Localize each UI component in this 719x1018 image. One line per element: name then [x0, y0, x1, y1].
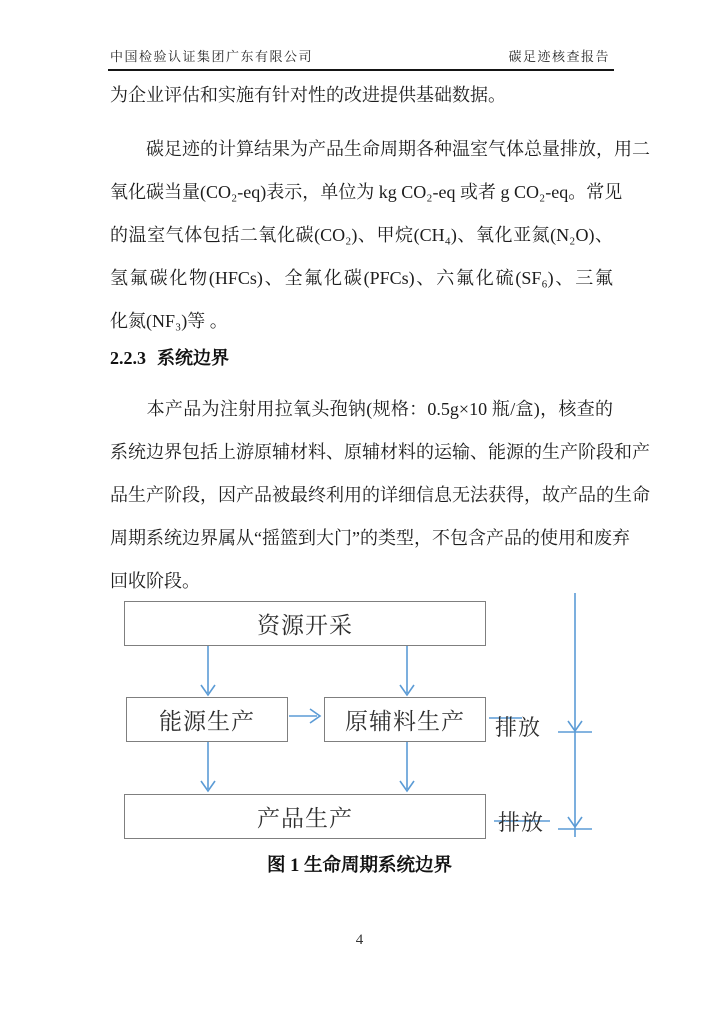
paragraph-3 [110, 388, 650, 603]
text-line: 为企业评估和实施有针对性的改进提供基础数据。 [110, 85, 506, 105]
text-line: 回收阶段。 [110, 571, 200, 591]
text-line: 本产品为注射用拉氧头孢钠(规格：0.5g×10 瓶/盒)，核查的 [110, 399, 613, 419]
header-rule [108, 69, 614, 71]
figure-caption: 图 1 生命周期系统边界 [266, 856, 452, 876]
emission-boundary-arrow [558, 593, 592, 837]
text-line: 周期系统边界属从“摇篮到大门”的类型，不包含产品的使用和废弃 [110, 528, 630, 548]
arrow-energy-to-product [201, 742, 215, 791]
text-line: 氧化碳当量(CO₂-eq)表示，单位为 kg CO₂-eq 或者 g CO₂-eq。常见 [110, 182, 623, 202]
text-line: 碳足迹的计算结果为产品生命周期各种温室气体总量排放，用二 [110, 139, 650, 159]
flow-box-raw-material-production [324, 697, 486, 742]
emission-label-1: 排放 [495, 715, 542, 740]
header-report-title: 碳足迹核查报告 [508, 49, 610, 64]
flow-box-energy-production [126, 697, 288, 742]
flow-box-label: 原辅料生产 [345, 709, 465, 734]
text-line: 系统边界包括上游原辅材料、原辅材料的运输、能源的生产阶段和产 [110, 442, 650, 462]
paragraph-2 [110, 128, 650, 343]
paragraph-1 [110, 74, 613, 117]
emission-label-2: 排放 [498, 810, 545, 835]
section-heading [110, 344, 229, 370]
text-line: 化氮(NF₃)等 。 [110, 311, 228, 331]
arrow-resource-to-material [400, 646, 414, 695]
flow-box-product-production [124, 794, 486, 839]
text-line: 的温室气体包括二氧化碳(CO₂)、甲烷(CH₄)、氧化亚氮(N₂O)、 [110, 225, 613, 245]
lifecycle-figure [0, 585, 719, 885]
flow-box-label: 能源生产 [159, 709, 255, 734]
text-line: 品生产阶段，因产品被最终利用的详细信息无法获得，故产品的生命 [110, 485, 650, 505]
text-line: 氢氟碳化物(HFCs)、全氟化碳(PFCs)、六氟化硫(SF₆)、三氟 [110, 268, 613, 288]
flow-box-label: 资源开采 [257, 613, 353, 638]
arrow-energy-to-material [289, 709, 320, 723]
header-company-name: 中国检验认证集团广东有限公司 [110, 49, 314, 64]
arrow-resource-to-energy [201, 646, 215, 695]
flow-box-label: 产品生产 [257, 806, 353, 831]
flow-box-resource-extraction [124, 601, 486, 646]
section-number: 2.2.3 [110, 348, 146, 368]
arrow-material-to-product [400, 742, 414, 791]
section-title: 系统边界 [157, 348, 229, 368]
page-number: 4 [355, 932, 364, 948]
